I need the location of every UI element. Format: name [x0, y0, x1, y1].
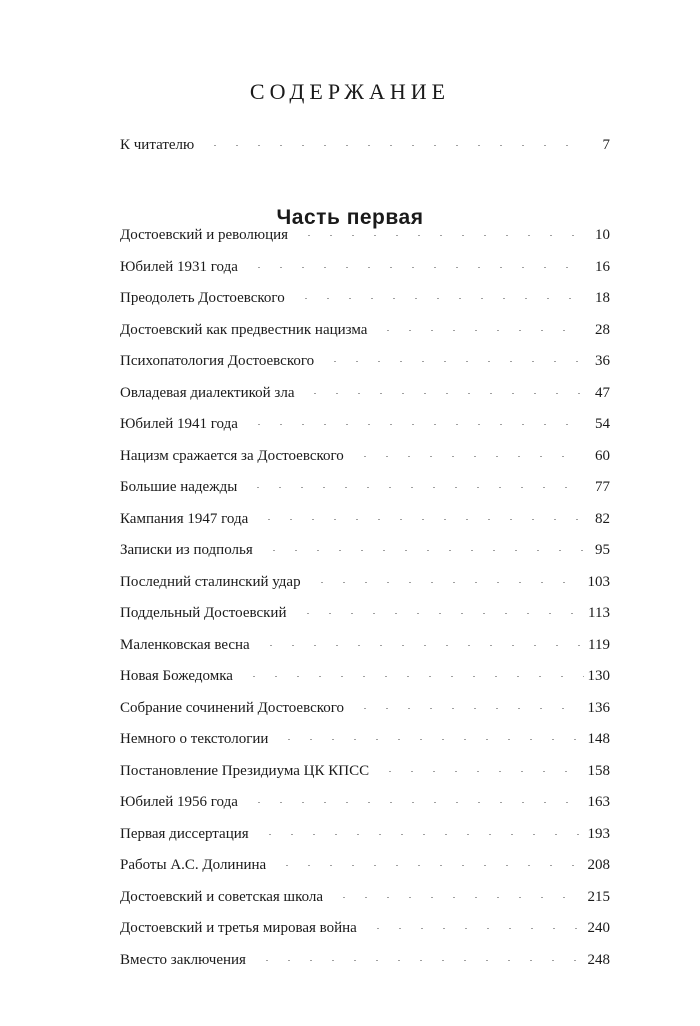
- dot-leader: [333, 897, 583, 898]
- toc-entry-label: Записки из подполья: [120, 542, 253, 558]
- dot-leader: [204, 145, 584, 146]
- toc-row: [120, 794, 610, 826]
- toc-page-number: 103: [587, 573, 610, 590]
- toc-page-number: 240: [587, 920, 610, 936]
- toc-page-number: 215: [587, 888, 610, 905]
- toc-page-number: 208: [587, 857, 610, 873]
- toc-row: [120, 826, 610, 858]
- toc-entry-label: Юбилей 1956 года: [120, 794, 238, 810]
- toc-page-number: 16: [595, 258, 610, 275]
- toc-page-number: 148: [587, 731, 610, 747]
- toc-page-number: 10: [595, 227, 610, 243]
- toc-entry-label: Достоевский и революция: [120, 227, 289, 243]
- dot-leader: [278, 739, 583, 740]
- part-heading: Часть первая: [276, 206, 424, 230]
- dot-leader: [377, 330, 584, 331]
- toc-page-number: 60: [595, 447, 610, 464]
- dot-leader: [354, 708, 583, 709]
- toc-entry-label: Психопатология Достоевского: [120, 353, 315, 369]
- toc-page-number: 130: [587, 668, 610, 684]
- toc-page-number: 47: [595, 384, 610, 401]
- dot-leader: [354, 456, 584, 457]
- toc-list: [120, 227, 610, 983]
- dot-leader: [379, 771, 583, 772]
- toc-row: [120, 574, 610, 606]
- toc-entry-label: Новая Божедомка: [120, 668, 233, 684]
- toc-row: [120, 290, 610, 322]
- toc-entry-label: Большие надежды: [120, 479, 238, 495]
- toc-row: [120, 700, 610, 732]
- toc-entry-label: Первая диссертация: [120, 825, 249, 842]
- dot-leader: [247, 487, 584, 488]
- toc-row: [120, 731, 610, 763]
- dot-leader: [260, 645, 584, 646]
- toc-page-number: 82: [595, 510, 610, 527]
- toc-entry-label: Работы А.С. Долинина: [120, 857, 267, 873]
- toc-page-number: 77: [595, 479, 610, 495]
- toc-row: [120, 668, 610, 700]
- toc-entry-label: Достоевский и третья мировая война: [120, 920, 357, 936]
- toc-row: [120, 416, 610, 448]
- toc-entry-label: Овладевая диалектикой зла: [120, 384, 295, 401]
- toc-entry-label: Кампания 1947 года: [120, 510, 249, 527]
- dot-leader: [304, 393, 584, 394]
- toc-page-number: 113: [588, 605, 610, 621]
- toc-page-number: 7: [602, 137, 610, 153]
- toc-row: [120, 227, 610, 259]
- toc-entry-label: Юбилей 1941 года: [120, 416, 238, 432]
- toc-page-number: 18: [595, 290, 610, 306]
- toc-row: [120, 322, 610, 354]
- toc-entry-label: Вместо заключения: [120, 951, 246, 968]
- toc-entry-label: К читателю: [120, 137, 195, 153]
- toc-row: [120, 259, 610, 291]
- toc-row: [120, 889, 610, 921]
- toc-page-number: 54: [595, 416, 610, 432]
- toc-row: [120, 920, 610, 952]
- toc-row: [120, 605, 610, 637]
- toc-page-number: 248: [587, 951, 610, 968]
- toc-entry-label: Собрание сочинений Достоевского: [120, 699, 345, 716]
- toc-row: [120, 763, 610, 795]
- toc-page-number: 193: [587, 825, 610, 842]
- toc-row: [120, 857, 610, 889]
- dot-leader: [367, 928, 584, 929]
- dot-leader: [243, 676, 584, 677]
- toc-entry-label: Последний сталинский удар: [120, 573, 301, 590]
- dot-leader: [298, 235, 584, 236]
- toc-row: [120, 952, 610, 984]
- dot-leader: [248, 424, 584, 425]
- toc-row: [120, 542, 610, 574]
- toc-entry-label: Маленковская весна: [120, 636, 250, 653]
- dot-leader: [259, 834, 584, 835]
- toc-page-number: 158: [587, 762, 610, 779]
- page-title: СОДЕРЖАНИЕ: [249, 78, 451, 104]
- toc-row: [120, 385, 610, 417]
- toc-entry-label: Нацизм сражается за Достоевского: [120, 447, 344, 464]
- dot-leader: [248, 802, 584, 803]
- toc-entry-label: Достоевский как предвестник нацизма: [120, 321, 368, 338]
- toc-row: [120, 479, 610, 511]
- toc-page-number: 163: [587, 794, 610, 810]
- toc-row: [120, 637, 610, 669]
- dot-leader: [297, 613, 585, 614]
- toc-row: [120, 511, 610, 543]
- dot-leader: [256, 960, 584, 961]
- toc-page-number: 28: [595, 321, 610, 338]
- dot-leader: [324, 361, 584, 362]
- toc-entry-label: Достоевский и советская школа: [120, 888, 324, 905]
- dot-leader: [295, 298, 584, 299]
- toc-page-number: 119: [588, 636, 610, 653]
- toc-entry-label: Постановление Президиума ЦК КПСС: [120, 762, 370, 779]
- dot-leader: [248, 267, 584, 268]
- dot-leader: [263, 550, 584, 551]
- dot-leader: [311, 582, 584, 583]
- intro-entry: [120, 137, 610, 165]
- toc-page-number: 136: [587, 699, 610, 716]
- toc-entry-label: Поддельный Достоевский: [120, 605, 287, 621]
- toc-row: [120, 353, 610, 385]
- toc-page-number: 95: [595, 542, 610, 558]
- toc-row: [120, 448, 610, 480]
- toc-row: [120, 137, 610, 165]
- dot-leader: [258, 519, 584, 520]
- toc-page-number: 36: [595, 353, 610, 369]
- dot-leader: [276, 865, 583, 866]
- toc-entry-label: Немного о текстологии: [120, 731, 269, 747]
- toc-entry-label: Преодолеть Достоевского: [120, 290, 285, 306]
- toc-entry-label: Юбилей 1931 года: [120, 258, 238, 275]
